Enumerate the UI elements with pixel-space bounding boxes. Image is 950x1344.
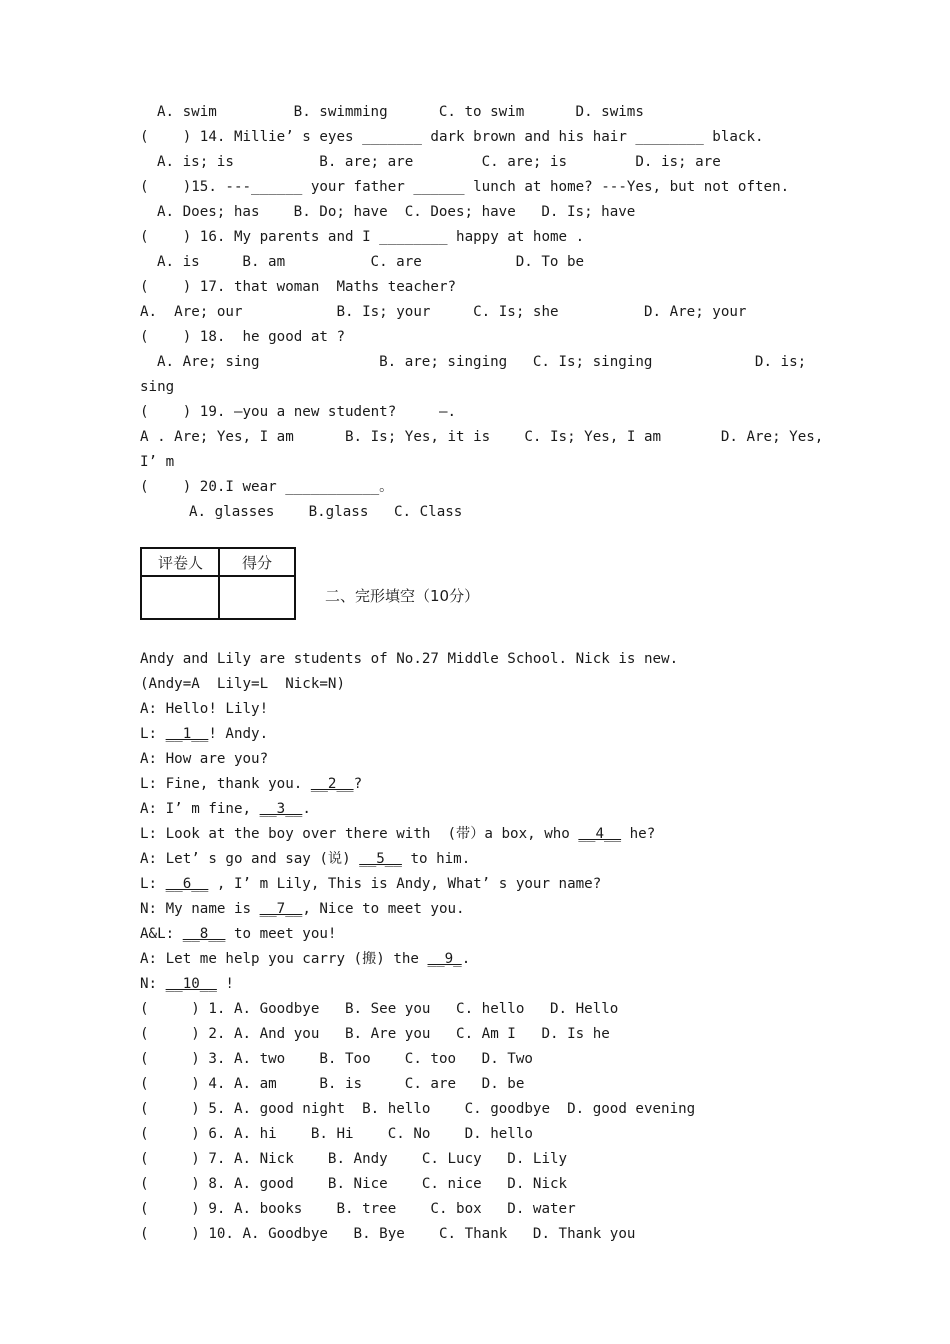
cloze-option-row: ( ) 4. A. am B. is C. are D. be (140, 1076, 525, 1092)
blank-5: __5__ (359, 851, 402, 867)
q14-stem: ( ) 14. Millie’ s eyes _______ dark brown and his hair ________ black. (140, 129, 764, 145)
q17-options: A. Are; our B. Is; your C. Is; she D. Are; your (140, 304, 747, 320)
blank-6: __6__ (165, 876, 209, 892)
q13-options: A. swim B. swimming C. to swim D. swims (157, 104, 644, 120)
cloze-option-row: ( ) 1. A. Goodbye B. See you C. hello D. Hello (140, 1001, 619, 1017)
cloze-intro-line: Andy and Lily are students of No.27 Middle School. Nick is new. (140, 651, 679, 667)
q18-options: A. Are; sing B. are; singing C. Is; singing D. is; (157, 354, 807, 370)
score-label: 得分 (242, 554, 273, 572)
cloze-option-row: ( ) 3. A. two B. Too C. too D. Two (140, 1051, 533, 1067)
blank-4: __4__ (578, 826, 622, 842)
score-table (140, 547, 296, 620)
blank-10: __10__ (165, 976, 217, 992)
dialogue-line: N: __10__ ! (140, 976, 234, 992)
q20-stem: ( ) 20.I wear ___________。 (140, 479, 394, 495)
dialogue-line: A&L: __8__ to meet you! (140, 926, 337, 942)
grader-label: 评卷人 (158, 554, 204, 572)
q16-stem: ( ) 16. My parents and I ________ happy at home . (140, 229, 585, 245)
blank-3: __3__ (259, 801, 303, 817)
score-table-divider (218, 549, 220, 618)
q14-options: A. is; is B. are; are C. are; is D. is; are (157, 154, 721, 170)
cloze-option-row: ( ) 5. A. good night B. hello C. goodbye D. good evening (140, 1101, 696, 1117)
cloze-option-row: ( ) 2. A. And you B. Are you C. Am I D. Is he (140, 1026, 610, 1042)
cloze-option-row: ( ) 6. A. hi B. Hi C. No D. hello (140, 1126, 533, 1142)
q19-stem: ( ) 19. —you a new student? —. (140, 404, 457, 420)
blank-1: __1__ (165, 726, 209, 742)
dialogue-line: N: My name is __7__, Nice to meet you. (140, 901, 465, 917)
q18-stem: ( ) 18. he good at ? (140, 329, 345, 345)
cloze-intro-legend: (Andy=A Lily=L Nick=N) (140, 676, 345, 692)
q15-stem: ( )15. ---______ your father ______ lunch at home? ---Yes, but not often. (140, 179, 790, 195)
q19-options-wrap: I’ m (140, 454, 175, 470)
dialogue-line: A: Hello! Lily! (140, 701, 269, 717)
cloze-option-row: ( ) 7. A. Nick B. Andy C. Lucy D. Lily (140, 1151, 568, 1167)
q15-options: A. Does; has B. Do; have C. Does; have D. Is; have (157, 204, 636, 220)
dialogue-line: A: How are you? (140, 751, 269, 767)
blank-2: __2__ (310, 776, 354, 792)
blank-9: __9_ (427, 951, 462, 967)
dialogue-line: L: __6__ , I’ m Lily, This is Andy, What’ s your name? (140, 876, 602, 892)
dialogue-line: A: Let me help you carry (搬) the __9_. (140, 951, 471, 967)
dialogue-line: L: Look at the boy over there with (带）a box, who __4__ he? (140, 826, 656, 842)
q18-options-wrap: sing (140, 379, 175, 395)
dialogue-line: L: Fine, thank you. __2__? (140, 776, 363, 792)
blank-8: __8__ (182, 926, 226, 942)
section-two-title: 二、完形填空（10分） (325, 587, 480, 605)
q17-stem: ( ) 17. that woman Maths teacher? (140, 279, 457, 295)
cloze-option-row: ( ) 10. A. Goodbye B. Bye C. Thank D. Thank you (140, 1226, 636, 1242)
blank-7: __7__ (259, 901, 303, 917)
q20-options: A. glasses B.glass C. Class (189, 504, 463, 520)
q19-options: A . Are; Yes, I am B. Is; Yes, it is C. Is; Yes, I am D. Are; Yes, (140, 429, 824, 445)
cloze-option-row: ( ) 8. A. good B. Nice C. nice D. Nick (140, 1176, 568, 1192)
q16-options: A. is B. am C. are D. To be (157, 254, 585, 270)
dialogue-line: A: Let’ s go and say (说) __5__ to him. (140, 851, 471, 867)
cloze-option-row: ( ) 9. A. books B. tree C. box D. water (140, 1201, 576, 1217)
dialogue-line: L: __1__! Andy. (140, 726, 269, 742)
dialogue-line: A: I’ m fine, __3__. (140, 801, 311, 817)
